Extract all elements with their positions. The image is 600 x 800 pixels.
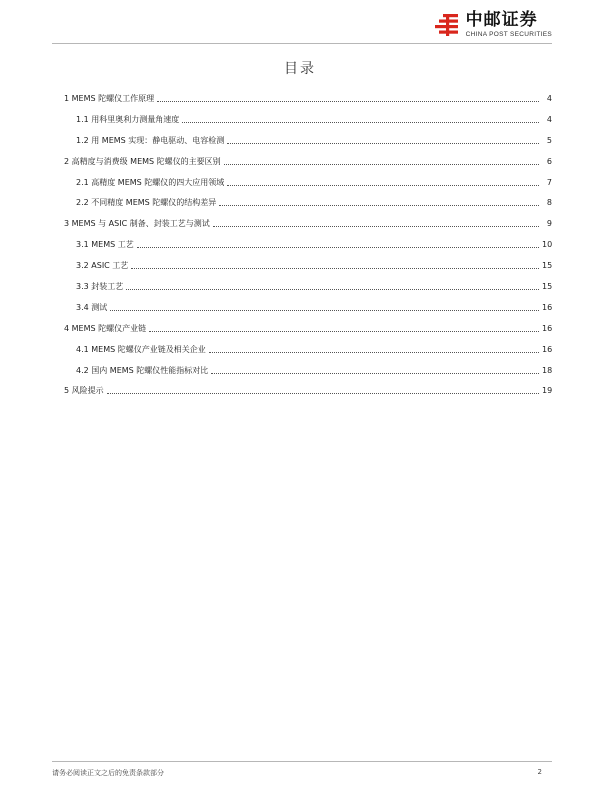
- toc-entry-page: 5: [546, 135, 552, 145]
- toc-leader-dots: [137, 247, 539, 248]
- toc-entry-label: 1.2 用 MEMS 实现：静电驱动、电容检测: [76, 135, 225, 145]
- toc-entry[interactable]: [64, 172, 552, 193]
- toc-entry[interactable]: [64, 297, 552, 318]
- toc-entry-page: 10: [542, 240, 553, 250]
- toc-leader-dots: [213, 226, 539, 227]
- toc-entry-label: 5 风险提示: [64, 386, 104, 396]
- toc-entry-label: 4.2 国内 MEMS 陀螺仪性能指标对比: [76, 365, 209, 375]
- toc-entry-page: 6: [546, 156, 552, 166]
- toc-entry-label: 3.3 封装工艺: [76, 281, 124, 291]
- toc-entry-label: 3.4 测试: [76, 302, 108, 312]
- toc-entry-label: 1.1 用科里奥利力测量角速度: [76, 114, 180, 124]
- logo-english-name: CHINA POST SECURITIES: [465, 31, 552, 38]
- toc-entry-label: 3.2 ASIC 工艺: [76, 261, 129, 271]
- toc-entry[interactable]: [64, 88, 552, 109]
- toc-entry[interactable]: [64, 234, 552, 255]
- toc-entry-page: 18: [542, 365, 553, 375]
- toc-entry-page: 19: [542, 386, 553, 396]
- toc-entry-label: 3.1 MEMS 工艺: [76, 240, 134, 250]
- toc-leader-dots: [126, 289, 539, 290]
- toc-leader-dots: [110, 310, 539, 311]
- toc-leader-dots: [157, 101, 539, 102]
- page-number: 2: [537, 768, 542, 776]
- toc-leader-dots: [211, 373, 539, 374]
- toc-entry-page: 9: [546, 219, 552, 229]
- toc-entry[interactable]: [64, 213, 552, 234]
- toc-entry-label: 2 高精度与消费级 MEMS 陀螺仪的主要区别: [64, 156, 221, 166]
- toc-entry-label: 4 MEMS 陀螺仪产业链: [64, 323, 147, 333]
- toc-entry[interactable]: [64, 276, 552, 297]
- toc-entry-page: 15: [542, 281, 553, 291]
- toc-entry-label: 4.1 MEMS 陀螺仪产业链及相关企业: [76, 344, 206, 354]
- toc-entry-label: 2.2 不同精度 MEMS 陀螺仪的结构差异: [76, 198, 217, 208]
- toc-entry-page: 16: [542, 323, 553, 333]
- footer-divider: [52, 761, 552, 762]
- toc-leader-dots: [182, 122, 539, 123]
- toc-entry-label: 3 MEMS 与 ASIC 制备、封装工艺与测试: [64, 219, 210, 229]
- toc-entry[interactable]: [64, 130, 552, 151]
- toc-entry[interactable]: [64, 360, 552, 381]
- logo-chinese-name: 中邮证券: [465, 10, 538, 30]
- toc-leader-dots: [149, 331, 539, 332]
- china-post-logo-icon: [434, 12, 460, 38]
- toc-entry[interactable]: [64, 151, 552, 172]
- toc-entry[interactable]: [64, 255, 552, 276]
- header-divider: [52, 43, 552, 44]
- toc-entry[interactable]: [64, 380, 552, 401]
- toc-entry[interactable]: [64, 109, 552, 130]
- toc-entry[interactable]: [64, 192, 552, 213]
- toc-leader-dots: [131, 268, 539, 269]
- table-of-contents: [64, 88, 552, 401]
- toc-entry[interactable]: [64, 318, 552, 339]
- footer-disclaimer: 请务必阅读正文之后的免责条款部分: [52, 769, 164, 777]
- toc-entry-page: 16: [542, 344, 553, 354]
- toc-entry-page: 8: [546, 198, 552, 208]
- toc-leader-dots: [227, 185, 539, 186]
- toc-entry-page: 7: [546, 177, 552, 187]
- toc-entry-page: 16: [542, 302, 553, 312]
- toc-leader-dots: [227, 143, 539, 144]
- toc-title: 目录: [284, 61, 316, 77]
- toc-leader-dots: [107, 393, 539, 394]
- toc-entry-label: 1 MEMS 陀螺仪工作原理: [64, 93, 155, 103]
- company-logo: [434, 10, 552, 39]
- toc-entry-page: 4: [546, 93, 552, 103]
- toc-entry-page: 15: [542, 261, 553, 271]
- toc-entry[interactable]: [64, 339, 552, 360]
- toc-leader-dots: [209, 352, 539, 353]
- toc-leader-dots: [219, 205, 539, 206]
- toc-entry-page: 4: [546, 114, 552, 124]
- toc-entry-label: 2.1 高精度 MEMS 陀螺仪的四大应用领域: [76, 177, 225, 187]
- toc-leader-dots: [224, 164, 539, 165]
